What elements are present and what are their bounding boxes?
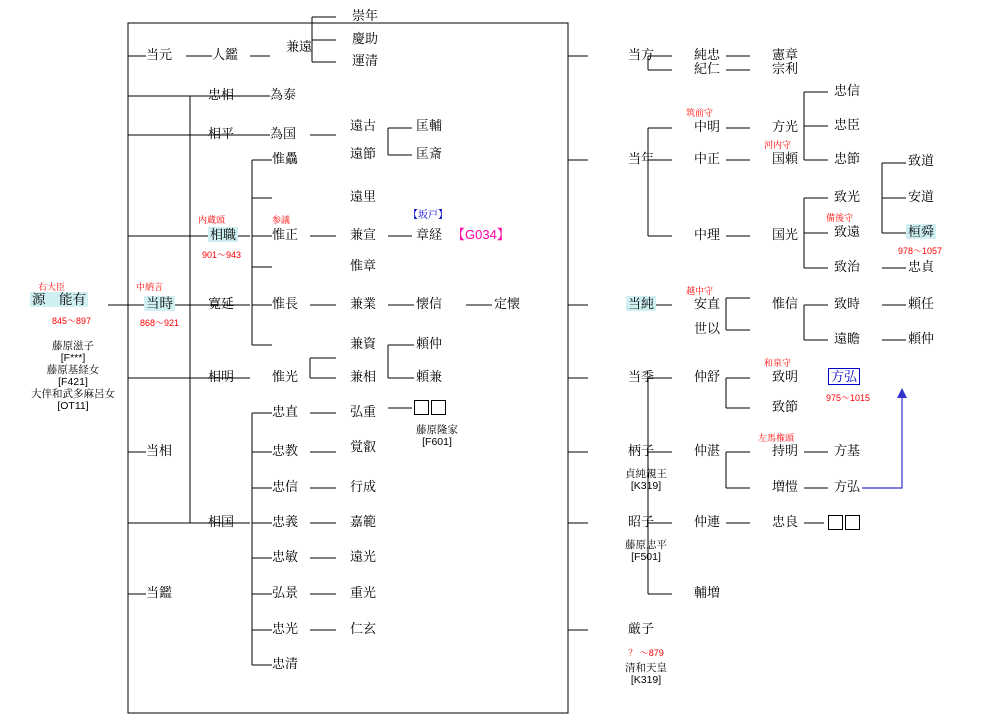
node-人鑑: 人鑑 [212, 47, 239, 62]
root-name: 源 能有 [32, 292, 86, 307]
node-国頼: 国頼 [772, 151, 799, 166]
node-嘉範: 嘉範 [350, 514, 377, 529]
node-憲章: 憲章 [772, 47, 799, 62]
node-匡輔: 匡輔 [416, 118, 443, 133]
node-為泰: 為泰 [270, 87, 297, 102]
node-安道: 安道 [908, 189, 935, 204]
node-相平: 相平 [208, 126, 235, 141]
note-藤原隆家: 藤原隆家 [F601] [416, 424, 458, 449]
node-昭子: 昭子 [628, 514, 655, 529]
node-当元: 当元 [146, 47, 173, 62]
node-忠信-r: 忠信 [834, 83, 861, 98]
node-忠教: 忠教 [272, 443, 299, 458]
node-増愷: 増愷 [772, 479, 799, 494]
node-寛延: 寛延 [208, 296, 235, 311]
node-致節: 致節 [772, 399, 799, 414]
node-方弘-boxed: 方弘 [828, 370, 860, 385]
note-厳子-years: ？ 〜879 [628, 648, 664, 658]
node-兼相: 兼相 [350, 369, 377, 384]
gen2-name: 当時 [146, 296, 173, 311]
node-仁玄: 仁玄 [350, 621, 377, 636]
node-中明: 中明 [694, 119, 721, 134]
node-忠敏: 忠敏 [272, 549, 299, 564]
node-惟長: 惟長 [272, 296, 299, 311]
node-惟信: 惟信 [772, 296, 799, 311]
note-藤原忠平: 藤原忠平 [F501] [625, 539, 667, 564]
node-忠臣: 忠臣 [834, 117, 861, 132]
node-遠里: 遠里 [350, 189, 377, 204]
node-持明: 持明 [772, 443, 799, 458]
label-坂戸: 【坂戸】 [408, 210, 448, 221]
node-忠清: 忠清 [272, 656, 299, 671]
node-致遠: 致遠 [834, 224, 861, 239]
node-仲湛: 仲湛 [694, 443, 721, 458]
node-致治: 致治 [834, 259, 861, 274]
node-慶助: 慶助 [352, 31, 379, 46]
node-相明: 相明 [208, 369, 235, 384]
node-重光: 重光 [350, 585, 377, 600]
node-忠信: 忠信 [272, 479, 299, 494]
node-崇年: 崇年 [352, 8, 379, 23]
root-office: 右大臣 [38, 282, 66, 292]
node-遠光: 遠光 [350, 549, 377, 564]
node-遠古: 遠古 [350, 118, 377, 133]
label-和泉守: 和泉守 [764, 358, 792, 368]
node-仲連: 仲連 [694, 514, 721, 529]
node-忠義: 忠義 [272, 514, 299, 529]
label-河内守: 河内守 [764, 140, 792, 150]
node-兼遠: 兼遠 [286, 39, 313, 54]
node-当季: 当季 [628, 369, 655, 384]
root-years: 845〜897 [52, 316, 92, 326]
node-当年: 当年 [628, 151, 655, 166]
node-章経: 章経 [416, 227, 443, 242]
node-遠瞻: 遠瞻 [834, 331, 861, 346]
node-忠節: 忠節 [834, 151, 861, 166]
node-覚叡: 覚叡 [350, 439, 377, 454]
blank-square-icon [845, 515, 860, 530]
node-頼仲-r: 頼仲 [908, 331, 935, 346]
blank-square-icon [414, 400, 429, 415]
label-筑前守: 筑前守 [686, 108, 714, 118]
node-当鑑: 当鑑 [146, 585, 173, 600]
node-運清: 運清 [352, 53, 379, 68]
node-中理: 中理 [694, 227, 721, 242]
node-当方: 当方 [628, 47, 655, 62]
gen2-years: 868〜921 [140, 318, 180, 328]
node-中正: 中正 [694, 151, 721, 166]
node-当純: 当純 [628, 296, 655, 311]
node-頼仲: 頼仲 [416, 336, 443, 351]
node-兼資: 兼資 [350, 336, 377, 351]
node-惟正: 惟正 [272, 227, 299, 242]
node-当相: 当相 [146, 443, 173, 458]
node-為国: 為国 [270, 126, 297, 141]
node-忠相: 忠相 [208, 87, 235, 102]
node-純忠: 純忠 [694, 47, 721, 62]
node-unknown-box-left [414, 400, 448, 417]
node-致光: 致光 [834, 189, 861, 204]
node-弘重: 弘重 [350, 404, 377, 419]
node-惟正-office: 参議 [272, 215, 291, 225]
node-匡斎: 匡斎 [416, 146, 443, 161]
node-方弘: 方弘 [834, 479, 861, 494]
node-行成: 行成 [350, 479, 377, 494]
node-柄子: 柄子 [628, 443, 655, 458]
node-致時: 致時 [834, 296, 861, 311]
node-頼兼: 頼兼 [416, 369, 443, 384]
node-相職-years: 901〜943 [202, 250, 242, 260]
node-安直: 安直 [694, 296, 721, 311]
node-忠直: 忠直 [272, 404, 299, 419]
label-左馬権頭: 左馬権頭 [758, 433, 795, 443]
node-相職-office: 内蔵頭 [198, 215, 226, 225]
gen2-office: 中納言 [136, 282, 164, 292]
node-章経-tag: 【G034】 [452, 227, 510, 242]
node-方弘-years: 975〜1015 [826, 393, 871, 403]
note-清和天皇: 清和天皇 [K319] [625, 662, 667, 687]
node-相職: 相職 [210, 227, 237, 242]
label-備後守: 備後守 [826, 213, 854, 223]
node-惟驫: 惟驫 [272, 151, 299, 166]
node-桓舜: 桓舜 [908, 224, 935, 239]
root-notes: 藤原滋子 [F***] 藤原基経女 [F421] 大伴和武多麻呂女 [OT11] [31, 340, 115, 413]
node-輔増: 輔増 [694, 585, 721, 600]
node-惟章: 惟章 [350, 258, 377, 273]
node-国光: 国光 [772, 227, 799, 242]
node-世以: 世以 [694, 321, 721, 336]
node-忠光: 忠光 [272, 621, 299, 636]
node-相国: 相国 [208, 514, 235, 529]
node-方基: 方基 [834, 443, 861, 458]
node-頼任: 頼任 [908, 296, 935, 311]
note-貞純親王: 貞純親王 [K319] [625, 468, 667, 493]
node-宗利: 宗利 [772, 61, 799, 76]
node-unknown-box-right [828, 515, 862, 532]
node-惟光: 惟光 [272, 369, 299, 384]
node-致明: 致明 [772, 369, 799, 384]
node-忠良: 忠良 [772, 514, 799, 529]
blank-square-icon [828, 515, 843, 530]
node-兼業: 兼業 [350, 296, 377, 311]
label-越中守: 越中守 [686, 286, 714, 296]
node-方光: 方光 [772, 119, 799, 134]
node-厳子: 厳子 [628, 621, 655, 636]
node-忠貞: 忠貞 [908, 259, 935, 274]
node-懐信: 懐信 [416, 296, 443, 311]
node-遠節: 遠節 [350, 146, 377, 161]
blank-square-icon [431, 400, 446, 415]
node-致道: 致道 [908, 153, 935, 168]
node-兼宣: 兼宣 [350, 227, 377, 242]
node-紀仁: 紀仁 [694, 61, 721, 76]
node-弘景: 弘景 [272, 585, 299, 600]
node-仲舒: 仲舒 [694, 369, 721, 384]
node-定懐: 定懐 [494, 296, 521, 311]
node-桓舜-years: 978〜1057 [898, 246, 943, 256]
